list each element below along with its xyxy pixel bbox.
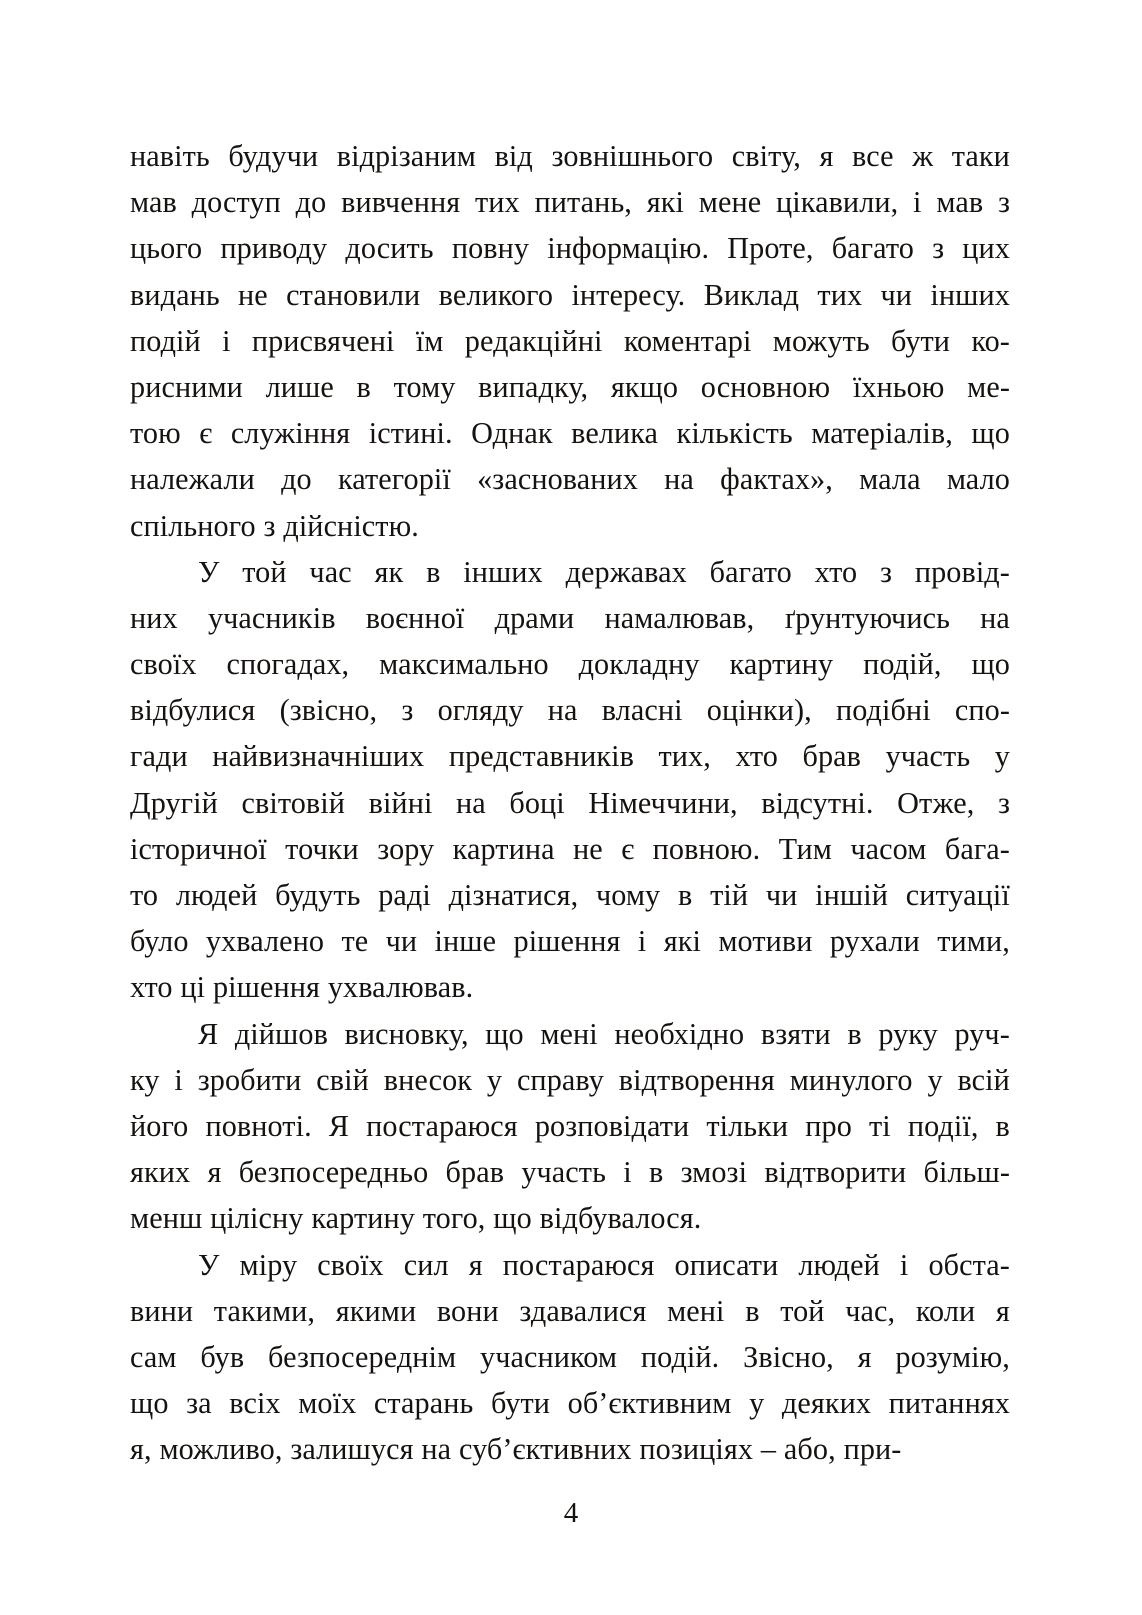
word: чи	[385, 924, 418, 959]
word: розповідати	[534, 1108, 690, 1143]
word: мене	[698, 185, 762, 220]
word: руку	[878, 1016, 938, 1051]
word: участь	[885, 739, 971, 774]
word: відтворення	[618, 1062, 775, 1097]
word: його	[130, 1108, 189, 1143]
word: на	[456, 785, 486, 820]
word: категорії	[337, 462, 451, 497]
word: приводу	[220, 231, 328, 266]
word: присвячені	[251, 323, 395, 358]
text-line	[130, 826, 1010, 872]
text-line	[130, 780, 1010, 826]
word: можуть	[772, 323, 870, 358]
word: огляду	[437, 693, 524, 728]
word: Другій	[130, 785, 218, 820]
paragraph	[130, 133, 1010, 549]
word: тільки	[706, 1108, 789, 1143]
word: світовій	[241, 785, 346, 820]
word: вини	[130, 1293, 194, 1328]
word: бути	[891, 323, 951, 358]
word: якщо	[610, 369, 679, 404]
word: основною	[700, 369, 831, 404]
paragraph-indent	[130, 1242, 198, 1288]
word: я	[857, 1339, 872, 1374]
paragraph-indent	[130, 1011, 198, 1057]
word: коли	[915, 1293, 976, 1328]
text-line	[130, 364, 1010, 410]
paragraph	[130, 549, 1010, 1011]
word: державах	[565, 554, 687, 589]
word: якими	[335, 1293, 417, 1328]
word: як	[374, 554, 404, 589]
word: у	[486, 1062, 503, 1097]
page-text-body	[130, 133, 1010, 1472]
word: ме-	[967, 369, 1010, 404]
word: до	[295, 185, 327, 220]
word: у	[927, 1062, 943, 1097]
word: воєнної	[365, 600, 465, 635]
word: Однак	[471, 416, 553, 451]
text-line	[130, 687, 1010, 733]
word: тою	[130, 416, 181, 451]
word: тих	[817, 277, 863, 312]
word: що	[130, 1386, 169, 1421]
word: хто	[735, 739, 778, 774]
word: досить	[345, 231, 434, 266]
word: інших	[463, 554, 543, 589]
word: їхньою	[852, 369, 945, 404]
word: і	[637, 924, 647, 959]
text-line	[130, 133, 1010, 179]
word: часом	[850, 831, 927, 866]
word: рухали	[829, 924, 920, 959]
word: є	[199, 416, 213, 451]
text-line	[130, 1334, 1010, 1380]
word: яких	[130, 1155, 191, 1190]
word: драми	[494, 600, 575, 635]
word: світу,	[731, 139, 801, 173]
word: всій	[957, 1062, 1010, 1097]
word: старань	[373, 1386, 474, 1421]
word: моїх	[298, 1386, 357, 1421]
word: боці	[509, 785, 565, 820]
word: лише	[265, 369, 334, 404]
word: Отже,	[897, 785, 975, 820]
word: свій	[316, 1062, 369, 1097]
text-line	[130, 1149, 1010, 1195]
word: бага-	[944, 831, 1010, 866]
word: від	[494, 139, 533, 173]
word: питань,	[534, 185, 632, 220]
word: інформацію.	[547, 231, 710, 266]
word: я	[207, 1155, 222, 1190]
word: подібні	[835, 693, 931, 728]
word: які	[663, 924, 701, 959]
word: висновку,	[344, 1016, 469, 1051]
word: з	[997, 785, 1010, 820]
word: представників	[448, 739, 634, 774]
word: великого	[438, 277, 554, 312]
word: вивчення	[341, 185, 461, 220]
word: ко-	[971, 323, 1010, 358]
word: мав	[130, 185, 177, 220]
word: оцінки),	[706, 693, 812, 728]
word: всіх	[229, 1386, 281, 1421]
word: редакційні	[464, 323, 603, 358]
word: в	[356, 369, 371, 404]
word: все	[852, 139, 894, 173]
paragraph	[130, 1011, 1010, 1242]
word: минулого	[789, 1062, 913, 1097]
word: (звісно,	[279, 693, 378, 728]
word: Проте,	[727, 231, 814, 266]
text-line	[130, 225, 1010, 271]
word: мало	[946, 462, 1010, 497]
word: У	[198, 554, 220, 589]
text-line	[130, 179, 1010, 225]
word: і	[623, 1155, 632, 1190]
word: на	[547, 693, 578, 728]
text-line	[130, 318, 1010, 364]
word: на	[664, 462, 694, 497]
word: сил	[403, 1247, 449, 1282]
word: тих	[474, 185, 520, 220]
word: у	[994, 739, 1010, 774]
word: брав	[445, 1155, 505, 1190]
word: про	[805, 1108, 852, 1143]
word: інших	[930, 277, 1010, 312]
word: іншій	[815, 878, 888, 912]
word: з	[932, 231, 945, 266]
word: в	[995, 1108, 1010, 1143]
word: спо-	[954, 693, 1010, 728]
word: Німеччини,	[588, 785, 738, 820]
word: ті	[868, 1108, 891, 1143]
word: час,	[845, 1293, 896, 1328]
word: дійшов	[234, 1016, 328, 1051]
word: інше	[434, 924, 497, 959]
word: деяких	[781, 1386, 872, 1421]
word: розумію,	[895, 1339, 1010, 1374]
text-line	[130, 918, 1010, 964]
word: не	[573, 831, 603, 866]
word: що	[971, 416, 1010, 451]
word: повною.	[652, 831, 761, 866]
word: учасників	[207, 600, 336, 635]
text-line	[130, 733, 1010, 779]
word: за	[186, 1386, 212, 1421]
word: своїх	[317, 1247, 384, 1282]
text-line	[130, 1057, 1010, 1103]
word: з	[997, 185, 1010, 220]
word: необхідно	[614, 1016, 745, 1051]
text-line	[130, 549, 1010, 595]
text-line	[130, 641, 1010, 687]
text-line	[130, 872, 1010, 918]
word: об’єктивним	[567, 1386, 732, 1421]
word: з	[880, 554, 893, 589]
word: руч-	[954, 1016, 1010, 1051]
word: чи	[765, 878, 798, 912]
word: в	[648, 1155, 664, 1190]
word: мені	[540, 1016, 598, 1051]
word: мотиви	[718, 924, 813, 959]
word: служіння	[230, 416, 351, 451]
word: тих,	[658, 739, 711, 774]
word: картина	[452, 831, 555, 866]
word: той	[242, 554, 287, 589]
text-line	[130, 1242, 1010, 1288]
word: і	[899, 1247, 909, 1282]
word: внесок	[383, 1062, 473, 1097]
word: вони	[436, 1293, 499, 1328]
word: був	[200, 1339, 245, 1374]
word: до	[281, 462, 312, 497]
word: що	[971, 647, 1010, 682]
word: випадку,	[478, 369, 589, 404]
word: намалював,	[604, 600, 755, 635]
word: учасником	[480, 1339, 618, 1374]
word: в	[426, 554, 441, 589]
word: було	[130, 924, 189, 959]
word: доступ	[191, 185, 281, 220]
word: сам	[130, 1339, 177, 1374]
word: обста-	[928, 1247, 1010, 1282]
word: описати	[674, 1247, 779, 1282]
word: тій	[710, 878, 749, 912]
word: в	[678, 878, 693, 912]
text-line	[130, 456, 1010, 502]
text-line	[130, 595, 1010, 641]
word: ку	[130, 1062, 160, 1097]
word: зробити	[197, 1062, 302, 1097]
word: взяти	[760, 1016, 831, 1051]
word: гади	[130, 739, 188, 774]
word: кількість	[676, 416, 793, 451]
word: видань	[130, 277, 220, 312]
text-line: спільного з дійсністю.	[130, 508, 419, 543]
word: власні	[601, 693, 683, 728]
word: становили	[286, 277, 421, 312]
word: брав	[802, 739, 862, 774]
word: зовнішнього	[551, 139, 714, 173]
word: справу	[516, 1062, 604, 1097]
word: відрізаним	[336, 139, 476, 173]
word: є	[621, 831, 635, 866]
text-line	[130, 272, 1010, 318]
word: велика	[571, 416, 659, 451]
word: своїх	[130, 647, 197, 682]
word: і	[174, 1062, 183, 1097]
word: то	[130, 878, 159, 912]
word: у	[749, 1386, 765, 1421]
word: на	[980, 600, 1010, 635]
word: з	[401, 693, 414, 728]
word: матеріалів,	[811, 416, 953, 451]
word: них	[130, 600, 178, 635]
word: безпосередньо	[238, 1155, 429, 1190]
word: постараюся	[502, 1247, 655, 1282]
word: цих	[962, 231, 1010, 266]
text-line: менш цілісну картину того, що відбувалося.	[130, 1201, 702, 1236]
word: мала	[859, 462, 921, 497]
word: відтворити	[764, 1155, 907, 1190]
word: ґрунтуючись	[784, 600, 950, 635]
word: мені	[667, 1293, 725, 1328]
word: цікавили,	[776, 185, 899, 220]
word: коментарі	[623, 323, 752, 358]
word: дізнатися,	[448, 878, 579, 912]
word: спогадах,	[226, 647, 350, 682]
word: фактах»,	[720, 462, 833, 497]
word: «заснованих	[477, 462, 638, 497]
word: події,	[907, 1108, 979, 1143]
word: належали	[130, 462, 255, 497]
word: повну	[451, 231, 530, 266]
word: точки	[285, 831, 359, 866]
word: подій.	[640, 1339, 720, 1374]
word: рішення	[513, 924, 621, 959]
word: У	[198, 1247, 220, 1282]
word: безпосереднім	[268, 1339, 457, 1374]
word: міру	[239, 1247, 298, 1282]
word: будуть	[275, 878, 361, 912]
word: багато	[709, 554, 792, 589]
word: постараюся	[366, 1108, 518, 1143]
word: їм	[415, 323, 444, 358]
word: не	[238, 277, 268, 312]
word: той	[780, 1293, 825, 1328]
word: зору	[377, 831, 435, 866]
word: в	[745, 1293, 760, 1328]
word: я	[468, 1247, 483, 1282]
word: подій,	[863, 647, 942, 682]
word: тому	[393, 369, 456, 404]
word: людей	[175, 878, 258, 912]
word: участь	[521, 1155, 606, 1190]
text-line	[130, 410, 1010, 456]
word: і	[913, 185, 922, 220]
word: інтересу.	[571, 277, 686, 312]
word: бути	[490, 1386, 551, 1421]
word: людей	[798, 1247, 880, 1282]
word: Я	[198, 1016, 219, 1051]
word: відбулися	[130, 693, 256, 728]
paragraph-indent	[130, 549, 198, 595]
word: чи	[880, 277, 913, 312]
word: ухвалено	[205, 924, 325, 959]
text-line: я, можливо, залишуся на суб’єктивних позиціях – або, при-	[130, 1432, 902, 1467]
word: які	[646, 185, 684, 220]
word: ж	[912, 139, 934, 173]
word: те	[341, 924, 369, 959]
word: докладну	[578, 647, 700, 682]
word: найвизначніших	[212, 739, 425, 774]
word: історичної	[130, 831, 267, 866]
word: здавалися	[519, 1293, 647, 1328]
word: рисними	[130, 369, 243, 404]
word: я	[819, 139, 834, 173]
word: в	[847, 1016, 862, 1051]
word: будучи	[228, 139, 319, 173]
paragraph	[130, 1242, 1010, 1473]
word: я	[995, 1293, 1010, 1328]
text-line	[130, 1011, 1010, 1057]
word: Звісно,	[743, 1339, 834, 1374]
word: цього	[130, 231, 203, 266]
word: подій	[130, 323, 201, 358]
text-line	[130, 1288, 1010, 1334]
word: тими,	[937, 924, 1010, 959]
word: таки	[951, 139, 1010, 173]
page-number: 4	[563, 1497, 579, 1529]
word: більш-	[923, 1155, 1010, 1190]
word: і	[222, 323, 231, 358]
word: питаннях	[888, 1386, 1010, 1421]
word: провід-	[914, 554, 1010, 589]
word: чому	[595, 878, 661, 912]
word: істині.	[368, 416, 453, 451]
word: що	[485, 1016, 524, 1051]
word: максимально	[379, 647, 549, 682]
word: ситуації	[905, 878, 1010, 912]
word: війні	[368, 785, 433, 820]
word: раді	[378, 878, 431, 912]
word: хто	[814, 554, 858, 589]
word: такими,	[213, 1293, 316, 1328]
word: Тим	[778, 831, 832, 866]
text-line: хто ці рішення ухвалював.	[130, 970, 474, 1005]
word: картину	[729, 647, 834, 682]
word: Виклад	[703, 277, 800, 312]
word: багато	[831, 231, 914, 266]
text-line	[130, 1103, 1010, 1149]
word: Я	[328, 1108, 350, 1143]
word: навіть	[130, 139, 210, 173]
word: відсутні.	[761, 785, 874, 820]
word: час	[309, 554, 352, 589]
text-line	[130, 1380, 1010, 1426]
word: мав	[936, 185, 984, 220]
word: повноті.	[205, 1108, 312, 1143]
word: змозі	[680, 1155, 748, 1190]
